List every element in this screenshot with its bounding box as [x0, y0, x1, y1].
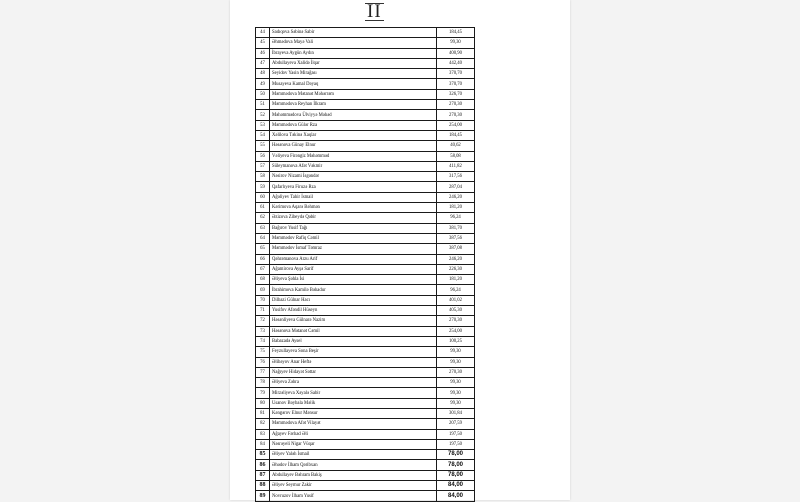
- row-name: Əliyeva Zəhra: [270, 378, 437, 388]
- row-number: 86: [256, 460, 270, 470]
- row-amount: 442,40: [437, 58, 475, 68]
- row-amount: 58,08: [437, 151, 475, 161]
- row-amount: 100,25: [437, 336, 475, 346]
- table-row: [256, 79, 475, 89]
- row-number: 84: [256, 439, 270, 449]
- row-amount: 370,70: [437, 79, 475, 89]
- row-amount: 99,30: [437, 347, 475, 357]
- row-amount: 270,30: [437, 110, 475, 120]
- row-number: 63: [256, 223, 270, 233]
- table-row: [256, 450, 475, 460]
- table-row: [256, 367, 475, 377]
- row-number: 58: [256, 172, 270, 182]
- table-body: [256, 28, 475, 502]
- table-row: [256, 203, 475, 213]
- table-row: [256, 38, 475, 48]
- row-name: Məmmədov İsmaf Təmraz: [270, 244, 437, 254]
- row-number: 89: [256, 491, 270, 501]
- row-name: Sadıqova Səbinə Sabir: [270, 28, 437, 38]
- row-amount: 84,00: [437, 481, 475, 491]
- table-row: [256, 398, 475, 408]
- table-row: [256, 306, 475, 316]
- row-name: İbrahimova Kamilə Bəhadur: [270, 285, 437, 295]
- row-name: Məmmədova Mətanət Məhərrəm: [270, 89, 437, 99]
- table-row: [256, 161, 475, 171]
- row-amount: 78,00: [437, 460, 475, 470]
- row-amount: 254,00: [437, 326, 475, 336]
- row-number: 82: [256, 419, 270, 429]
- table-row: [256, 429, 475, 439]
- row-name: Kərimova Aqarə Bəhmən: [270, 203, 437, 213]
- row-name: Əzizova Zibeydə Qəbir: [270, 213, 437, 223]
- table-row: [256, 28, 475, 38]
- table-row: [256, 141, 475, 151]
- row-name: Əhmədova Mayə Vali: [270, 38, 437, 48]
- row-amount: 270,30: [437, 100, 475, 110]
- row-number: 69: [256, 285, 270, 295]
- table-row: [256, 295, 475, 305]
- row-amount: 181,20: [437, 203, 475, 213]
- table-row: [256, 172, 475, 182]
- row-name: Novruzov İlham Yusif: [270, 491, 437, 501]
- table-row: [256, 326, 475, 336]
- row-amount: 270,30: [437, 316, 475, 326]
- row-amount: 381,70: [437, 223, 475, 233]
- row-name: Yusifov Afəndil Hüseyn: [270, 306, 437, 316]
- row-number: 60: [256, 192, 270, 202]
- row-name: Mirzəliyeva Xəyalə Sabir: [270, 388, 437, 398]
- table-row: [256, 192, 475, 202]
- row-name: Əliyev Seymur Zakir: [270, 481, 437, 491]
- row-name: Feyzullayeva Sona Beşir: [270, 347, 437, 357]
- row-name: İbrayeva Aygün Aydın: [270, 48, 437, 58]
- row-name: Məmmədova Reyhan İlkram: [270, 100, 437, 110]
- row-number: 77: [256, 367, 270, 377]
- row-name: Həsənliyeva Gülnarə Nazim: [270, 316, 437, 326]
- row-name: Məhəmmədova Ülviyyə Məhəd: [270, 110, 437, 120]
- row-amount: 40,62: [437, 141, 475, 151]
- table-row: [256, 275, 475, 285]
- row-amount: 370,70: [437, 69, 475, 79]
- table-row: [256, 89, 475, 99]
- row-number: 70: [256, 295, 270, 305]
- row-amount: 301,84: [437, 408, 475, 418]
- row-number: 83: [256, 429, 270, 439]
- row-amount: 326,70: [437, 89, 475, 99]
- table-row: [256, 130, 475, 140]
- row-number: 57: [256, 161, 270, 171]
- row-number: 85: [256, 450, 270, 460]
- row-amount: 405,30: [437, 306, 475, 316]
- table-row: [256, 357, 475, 367]
- row-amount: 78,00: [437, 470, 475, 480]
- row-number: 50: [256, 89, 270, 99]
- table-row: [256, 439, 475, 449]
- row-number: 78: [256, 378, 270, 388]
- row-number: 79: [256, 388, 270, 398]
- row-amount: 96,24: [437, 213, 475, 223]
- row-name: Ağayev Fərhad Əli: [270, 429, 437, 439]
- row-name: Seyidov Yasin Mirağası: [270, 69, 437, 79]
- table-row: [256, 419, 475, 429]
- row-name: Nağıyev Hidayət Səttar: [270, 367, 437, 377]
- row-name: Vəliyeva Firəngiz Məhəmməd: [270, 151, 437, 161]
- row-amount: 99,30: [437, 388, 475, 398]
- row-number: 53: [256, 120, 270, 130]
- table-row: [256, 182, 475, 192]
- row-number: 76: [256, 357, 270, 367]
- table-row: [256, 460, 475, 470]
- row-amount: 246,20: [437, 192, 475, 202]
- row-name: Məmmədova Afət Vilayət: [270, 419, 437, 429]
- row-number: 64: [256, 233, 270, 243]
- row-name: Həsənova Günay Elnur: [270, 141, 437, 151]
- row-number: 67: [256, 264, 270, 274]
- row-amount: 99,30: [437, 398, 475, 408]
- row-amount: 78,00: [437, 450, 475, 460]
- row-amount: 184,45: [437, 28, 475, 38]
- row-name: Məmmədova Gülər Rza: [270, 120, 437, 130]
- row-amount: 411,82: [437, 161, 475, 171]
- row-number: 74: [256, 336, 270, 346]
- row-number: 54: [256, 130, 270, 140]
- table-row: [256, 264, 475, 274]
- row-name: Abdullayeva Xalidə İlqar: [270, 58, 437, 68]
- table-row: [256, 316, 475, 326]
- row-name: Xəlilova Təkinə Xaqlar: [270, 130, 437, 140]
- row-number: 62: [256, 213, 270, 223]
- table-row: [256, 470, 475, 480]
- row-amount: 401,02: [437, 295, 475, 305]
- row-name: Süleymanova Afət Vəkmir: [270, 161, 437, 171]
- table-row: [256, 69, 475, 79]
- row-number: 88: [256, 481, 270, 491]
- table-row: [256, 223, 475, 233]
- row-name: Həsənova Mətanət Cəmil: [270, 326, 437, 336]
- row-amount: 226,30: [437, 264, 475, 274]
- table-row: [256, 254, 475, 264]
- row-name: Nəsirov Nizami İsgəndər: [270, 172, 437, 182]
- row-number: 55: [256, 141, 270, 151]
- row-number: 66: [256, 254, 270, 264]
- row-amount: 184,45: [437, 130, 475, 140]
- table-row: [256, 481, 475, 491]
- row-number: 49: [256, 79, 270, 89]
- row-number: 51: [256, 100, 270, 110]
- row-number: 80: [256, 398, 270, 408]
- page-number-mark: II: [367, 1, 382, 22]
- row-amount: 197,50: [437, 429, 475, 439]
- table-row: [256, 213, 475, 223]
- table-row: [256, 388, 475, 398]
- table-row: [256, 48, 475, 58]
- table-row: [256, 120, 475, 130]
- row-number: 68: [256, 275, 270, 285]
- payment-table: [255, 27, 475, 502]
- row-number: 48: [256, 69, 270, 79]
- row-name: Kəngərov Elnur Mənsur: [270, 408, 437, 418]
- row-amount: 287,04: [437, 182, 475, 192]
- row-number: 47: [256, 58, 270, 68]
- row-amount: 400,90: [437, 48, 475, 58]
- row-number: 52: [256, 110, 270, 120]
- row-amount: 387,56: [437, 233, 475, 243]
- row-amount: 197,50: [437, 439, 475, 449]
- table-row: [256, 347, 475, 357]
- row-amount: 181,20: [437, 275, 475, 285]
- row-name: Babazadə Aysel: [270, 336, 437, 346]
- row-number: 59: [256, 182, 270, 192]
- row-name: Qəhrəmanova Arzu Arif: [270, 254, 437, 264]
- row-amount: 254,00: [437, 120, 475, 130]
- table-row: [256, 378, 475, 388]
- table-row: [256, 336, 475, 346]
- row-amount: 387,08: [437, 244, 475, 254]
- row-amount: 207,59: [437, 419, 475, 429]
- table-row: [256, 110, 475, 120]
- row-amount: 246,20: [437, 254, 475, 264]
- row-name: Əlibəyov Anar Heftə: [270, 357, 437, 367]
- row-amount: 99,30: [437, 378, 475, 388]
- table-row: [256, 285, 475, 295]
- row-number: 71: [256, 306, 270, 316]
- row-amount: 84,00: [437, 491, 475, 501]
- row-number: 46: [256, 48, 270, 58]
- row-number: 81: [256, 408, 270, 418]
- row-number: 87: [256, 470, 270, 480]
- table-row: [256, 244, 475, 254]
- row-amount: 96,24: [437, 285, 475, 295]
- row-amount: 270,30: [437, 367, 475, 377]
- table-row: [256, 151, 475, 161]
- row-number: 65: [256, 244, 270, 254]
- row-number: 61: [256, 203, 270, 213]
- row-number: 56: [256, 151, 270, 161]
- row-number: 72: [256, 316, 270, 326]
- row-number: 45: [256, 38, 270, 48]
- row-name: Ağəliyev Tahir İsmail: [270, 192, 437, 202]
- table-row: [256, 58, 475, 68]
- table-row: [256, 100, 475, 110]
- row-name: Nəsrəyeli Nigar Vüqar: [270, 439, 437, 449]
- row-name: Əhədov İlham Qəribxan: [270, 460, 437, 470]
- row-name: Qafarlıyeva Firuzə Rza: [270, 182, 437, 192]
- row-amount: 317,56: [437, 172, 475, 182]
- row-name: Əliyev Yaləh İsmail: [270, 450, 437, 460]
- row-name: Abdullayev Bəhram Bakiş: [270, 470, 437, 480]
- row-name: Musayeva Kamal Dəyaq: [270, 79, 437, 89]
- row-name: Usanov Bəybala Məlik: [270, 398, 437, 408]
- row-name: Əliyeva Şəhla İsi: [270, 275, 437, 285]
- row-amount: 99,30: [437, 357, 475, 367]
- table-row: [256, 233, 475, 243]
- row-name: Bağırov Yusif Tağı: [270, 223, 437, 233]
- row-number: 75: [256, 347, 270, 357]
- row-name: Dilbazi Gülnar Hacı: [270, 295, 437, 305]
- row-name: Ağamirova Ayşə Sarif: [270, 264, 437, 274]
- row-name: Məmmədov Rafiq Cəmil: [270, 233, 437, 243]
- row-amount: 99,30: [437, 38, 475, 48]
- row-number: 44: [256, 28, 270, 38]
- table-row: [256, 408, 475, 418]
- row-number: 73: [256, 326, 270, 336]
